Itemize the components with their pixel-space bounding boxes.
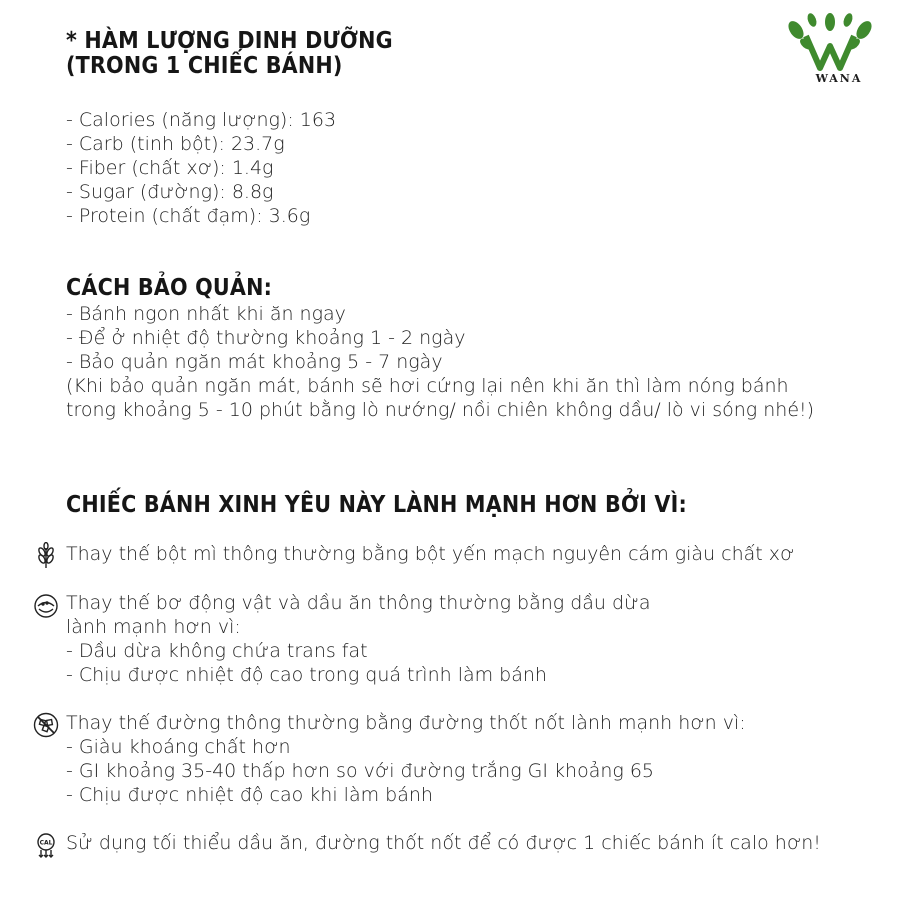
coconut-icon — [32, 591, 60, 619]
healthier-title: CHIẾC BÁNH XINH YÊU NÀY LÀNH MẠNH HƠN BỞI VÌ: — [66, 492, 687, 518]
nutrition-title-line-1: * HÀM LƯỢNG DINH DƯỠNG — [66, 28, 393, 54]
reason-line: Sử dụng tối thiểu dầu ăn, đường thốt nốt để có được 1 chiếc bánh ít calo hơn! — [66, 832, 821, 854]
reason-line: lành mạnh hơn vì: — [66, 616, 241, 638]
storage-list — [66, 302, 814, 422]
nutrition-item: - Sugar (đường): 8.8g — [66, 181, 274, 203]
storage-line: - Bánh ngon nhất khi ăn ngay — [66, 303, 346, 325]
storage-title: CÁCH BẢO QUẢN: — [66, 275, 273, 301]
wheat-icon — [32, 542, 60, 570]
reason-line: - Giàu khoáng chất hơn — [66, 736, 291, 758]
calorie-icon-text: CAL — [39, 839, 53, 847]
storage-line: - Bảo quản ngăn mát khoảng 5 - 7 ngày — [66, 351, 443, 373]
reason-line: - GI khoảng 35-40 thấp hơn so với đường trắng GI khoảng 65 — [66, 760, 654, 782]
storage-line: (Khi bảo quản ngăn mát, bánh sẽ hơi cứng lại nên khi ăn thì làm nóng bánh — [66, 375, 789, 397]
reason-line: Thay thế bột mì thông thường bằng bột yến mạch nguyên cám giàu chất xơ — [66, 543, 795, 565]
brand-name: WANA — [815, 72, 863, 85]
reason-line: - Chịu được nhiệt độ cao trong quá trình làm bánh — [66, 664, 547, 686]
nutrition-item: - Calories (năng lượng): 163 — [66, 109, 337, 131]
low-calorie-icon — [32, 831, 60, 859]
storage-line: - Để ở nhiệt độ thường khoảng 1 - 2 ngày — [66, 327, 466, 349]
reason-line: Thay thế đường thông thường bằng đường thốt nốt lành mạnh hơn vì: — [66, 712, 746, 734]
nutrition-list — [66, 108, 336, 228]
nutrition-item: - Carb (tinh bột): 23.7g — [66, 133, 285, 155]
no-sugar-icon — [32, 711, 60, 739]
reason-line: - Chịu được nhiệt độ cao khi làm bánh — [66, 784, 433, 806]
nutrition-item: - Fiber (chất xơ): 1.4g — [66, 157, 274, 179]
nutrition-title-line-2: (TRONG 1 CHIẾC BÁNH) — [66, 53, 343, 79]
nutrition-item: - Protein (chất đạm): 3.6g — [66, 205, 311, 227]
nutrition-title — [66, 29, 429, 79]
reason-line: Thay thế bơ động vật và dầu ăn thông thường bằng dầu dừa — [66, 592, 651, 614]
storage-line: trong khoảng 5 - 10 phút bằng lò nướng/ nồi chiên không dầu/ lò vi sóng nhé!) — [66, 399, 815, 421]
reason-line: - Dầu dừa không chứa trans fat — [66, 640, 368, 662]
